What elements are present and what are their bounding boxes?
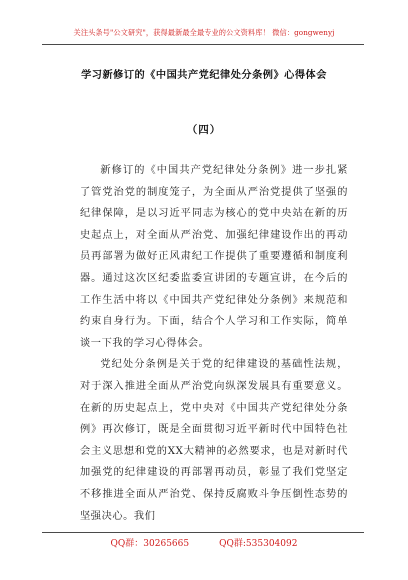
document-title: 学习新修订的《中国共产党纪律处分条例》心得体会 — [81, 70, 327, 81]
header-note: 关注头条号"公文研究"，获得最新最全最专业的公文资料库！ 微信：gongwenyj — [73, 28, 335, 37]
header-divider — [42, 44, 364, 45]
body-paragraph: 新修订的《中国共产党纪律处分条例》进一步扎紧了管党治党的制度笼子，为全面从严治党提供了坚强的纪律保障，是以习近平同志为核心的党中央站在新的历史起点上，对全面从严治党、加强纪律建设作出的再动员再部署为做好正风肃纪工作提供了重要遵循和制度利器。通过这次区纪委监委宣讲团的专题宣讲，在今后的工作生活中将以《中国共产党纪律处分条例》来规范和约束自身行为。下面，结合个人学习和工作实际，简单谈一下我的学习心得体会。 — [80, 165, 348, 349]
footer-qq-group-1: QQ群：30265665 — [110, 539, 190, 549]
footer-divider — [42, 532, 364, 533]
body-paragraph: 党纪处分条例是关于党的纪律建设的基础性法规，对于深入推进全面从严治党向纵深发展具有重要意义。在新的历史起点上，党中央对《中国共产党纪律处分条例》再次修订，既是全面贯彻习近平新时代中国特色社会主义思想和党的XX大精神的必然要求，也是对新时代加强党的纪律建设的再部署再动员，彰显了我们党坚定不移推进全面从严治党、保持反腐败斗争压倒性态势的坚强决心。我们 — [80, 359, 348, 522]
document-body — [80, 160, 348, 527]
section-number: （四） — [186, 124, 222, 136]
footer-note — [0, 536, 408, 549]
footer-qq-group-2: QQ群:535304092 — [219, 539, 298, 549]
